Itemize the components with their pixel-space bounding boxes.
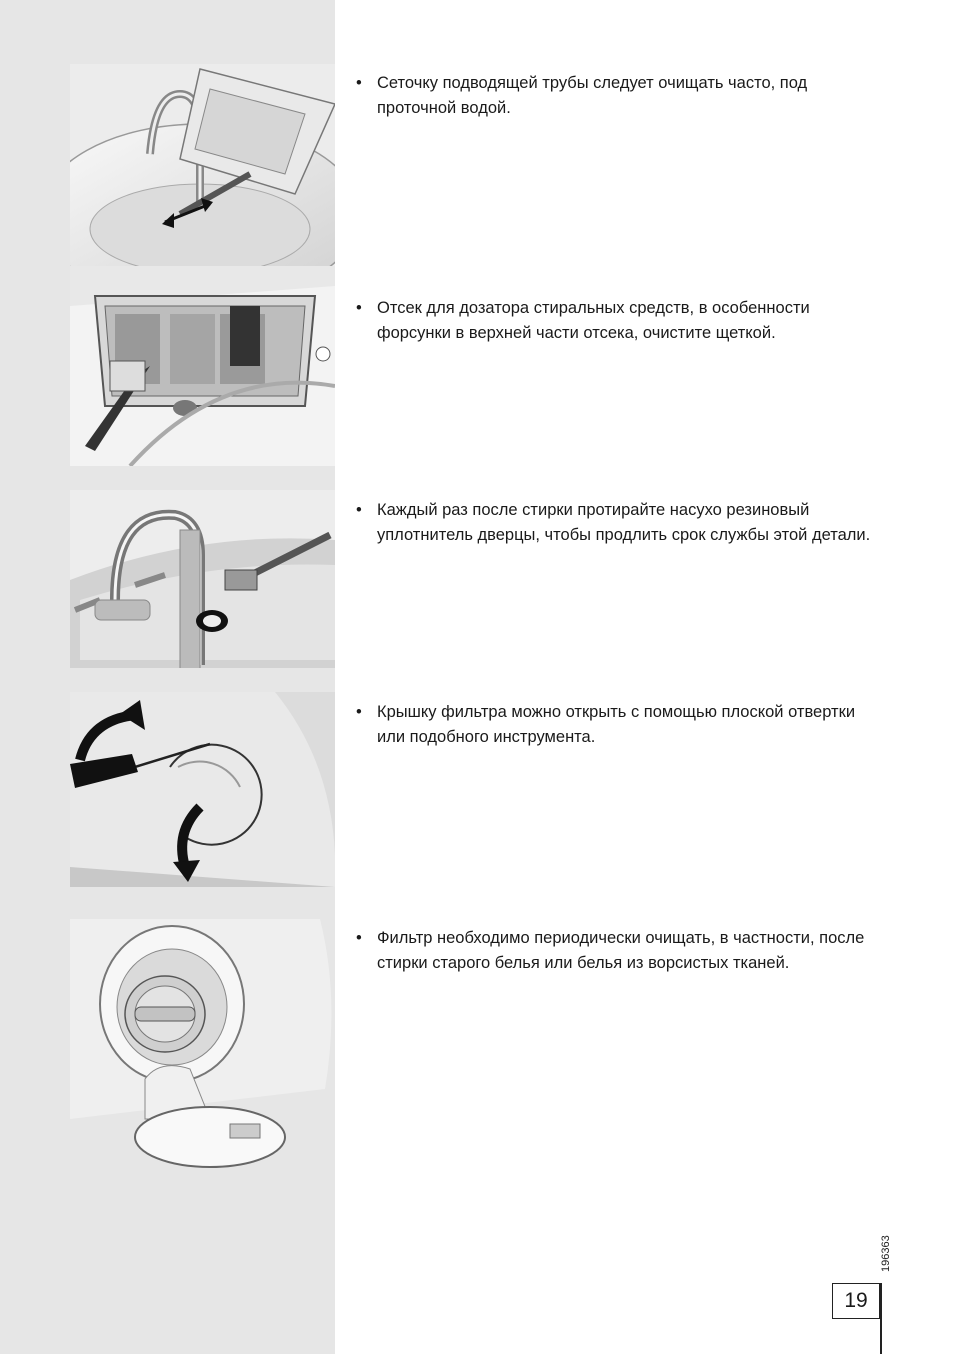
filter-open-illustration	[70, 919, 335, 1171]
instruction-text: Сеточку подводящей трубы следует очищать часто, под проточной водой.	[377, 74, 808, 117]
page-number: 19	[832, 1283, 880, 1319]
bullet: •	[356, 299, 362, 317]
instruction-2	[356, 296, 876, 346]
bullet: •	[356, 501, 362, 519]
instruction-3	[356, 498, 876, 548]
faucet-brush-seal-illustration	[70, 490, 335, 668]
document-code: 196363	[880, 1235, 892, 1272]
sink-dispenser-tray-illustration	[70, 64, 335, 266]
instruction-text: Отсек для дозатора стиральных средств, в особенности форсунки в верхней части отсека, очистите щеткой.	[377, 299, 810, 342]
bullet: •	[356, 74, 362, 92]
instruction-text: Каждый раз после стирки протирайте насухо резиновый уплотнитель дверцы, чтобы продлить срок службы этой детали.	[377, 501, 871, 544]
screwdriver-filter-cover-illustration	[70, 692, 335, 887]
dispenser-compartment-brush-illustration	[70, 266, 335, 466]
page-number-rule	[880, 1283, 882, 1354]
instruction-text: Фильтр необходимо периодически очищать, в частности, после стирки старого белья или белья из ворсистых тканей.	[377, 929, 865, 972]
instruction-5	[356, 926, 876, 976]
bullet: •	[356, 703, 362, 721]
instruction-1	[356, 71, 876, 121]
instruction-text: Крышку фильтра можно открыть с помощью плоской отвертки или подобного инструмента.	[377, 703, 856, 746]
bullet: •	[356, 929, 362, 947]
instruction-4	[356, 700, 876, 750]
